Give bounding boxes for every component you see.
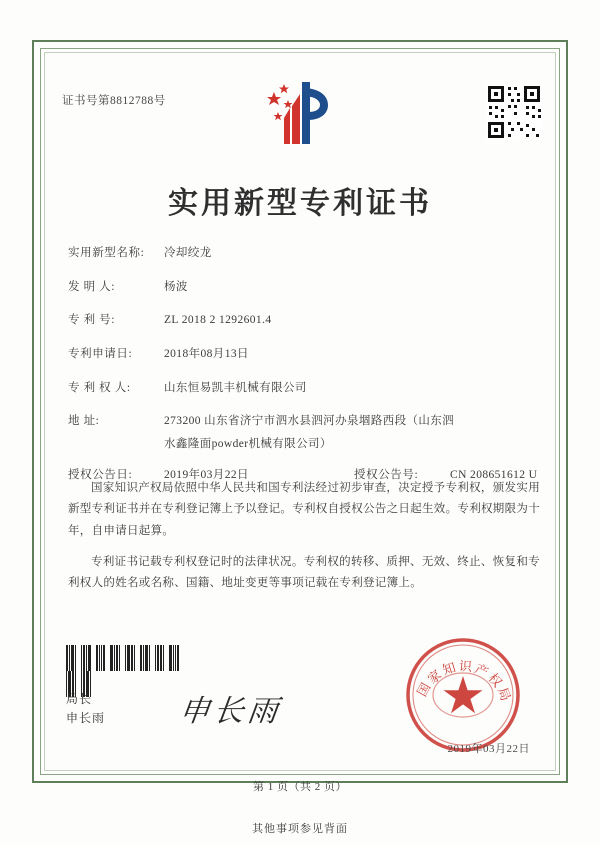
field-label: 发 明 人: [68, 280, 116, 293]
qr-code-icon [486, 84, 542, 140]
address-label: 地 址: [68, 415, 100, 428]
paragraph-1: 国家知识产权局依照中华人民共和国专利法经过初步审查，决定授予专利权，颁发实用新型专利证书并在专利登记簿上予以登记。专利权自授权公告之日起生效。专利权期限为十年，自申请日起算。 [68, 482, 540, 537]
field-list [68, 245, 540, 501]
field-label: 专 利 权 人: [68, 381, 131, 394]
director-name: 申长雨 [66, 711, 106, 726]
certificate-number: 证书号第8812788号 [62, 95, 166, 107]
field-row [68, 312, 540, 329]
field-row [68, 279, 540, 296]
official-seal [404, 636, 522, 754]
page-number: 第 1 页（共 2 页） [253, 781, 347, 793]
field-value: 杨波 [164, 280, 188, 293]
grant-date-value: 2019年03月22日 [164, 469, 249, 482]
field-row [68, 346, 540, 363]
address-row [68, 413, 540, 430]
field-value: ZL 2018 2 1292601.4 [164, 314, 272, 327]
seal-date: 2019年03月22日 [447, 743, 530, 755]
director-title: 局长 [66, 692, 93, 706]
footer-note: 其他事项参见背面 [252, 823, 348, 835]
field-label: 专 利 号: [68, 314, 116, 327]
signature-labels [66, 690, 105, 728]
barcode [66, 645, 184, 671]
field-row [68, 380, 540, 397]
page-title: 实用新型专利证书 [168, 186, 432, 221]
handwritten-signature: 申长雨 [177, 694, 284, 729]
body-text [68, 478, 540, 604]
field-value: 山东恒易凯丰机械有限公司 [164, 381, 307, 394]
address-value-line2: 水鑫隆面powder机械有限公司） [164, 438, 332, 451]
grant-date-label: 授权公告日: [68, 469, 133, 482]
grant-number-value: CN 208651612 U [450, 469, 538, 482]
field-value: 2018年08月13日 [164, 348, 249, 361]
grant-number-label: 授权公告号: [354, 469, 419, 482]
cnipa-logo-icon [262, 78, 342, 150]
address-value-line1: 273200 山东省济宁市泗水县泗河办泉堌路西段（山东泗 [164, 415, 455, 428]
field-label: 实用新型名称: [68, 247, 145, 259]
field-value: 冷却绞龙 [164, 247, 212, 259]
field-row [68, 245, 540, 262]
paragraph-2: 专利证书记载专利权登记时的法律状况。专利权的转移、质押、无效、终止、恢复和专利权人的姓名或名称、国籍、地址变更等事项记载在专利登记簿上。 [68, 555, 540, 590]
svg-text:国家知识产权局: 国家知识产权局 [414, 659, 514, 706]
field-label: 专利申请日: [68, 348, 133, 361]
